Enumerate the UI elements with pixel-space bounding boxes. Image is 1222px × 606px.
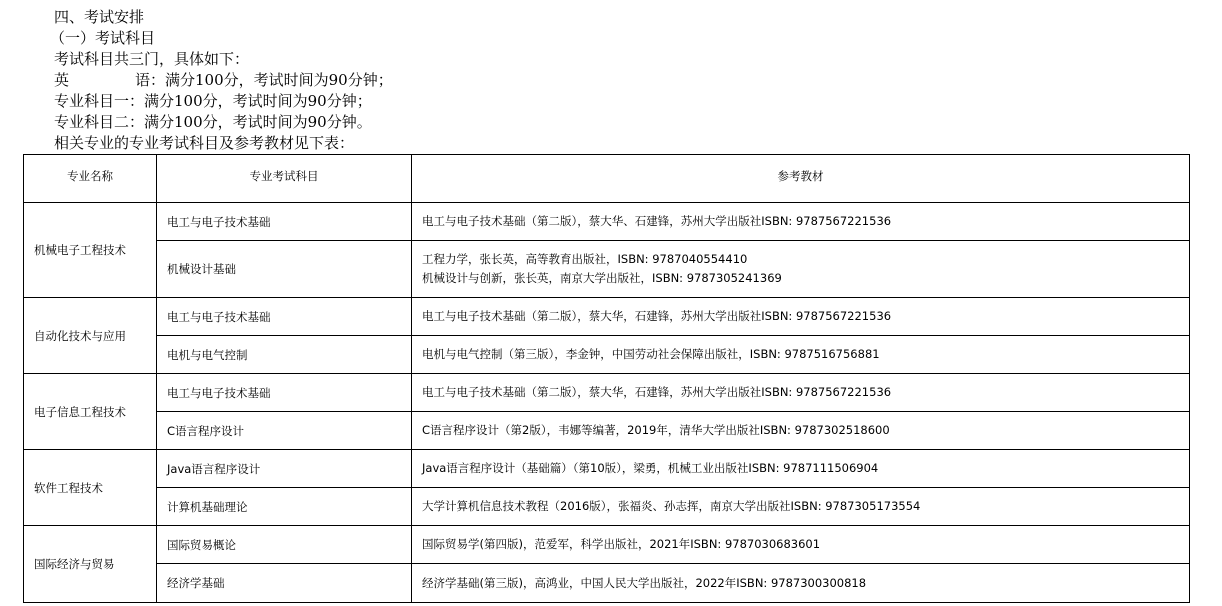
- table-row: [24, 298, 1190, 336]
- table-row: [24, 412, 1190, 450]
- section-title: 四、考试安排: [54, 8, 145, 26]
- english-label-char2: 语: [134, 71, 150, 89]
- header-textbook: 参考教材: [412, 155, 1190, 203]
- textbook-cell: [412, 374, 1190, 412]
- textbook-line: 大学计算机信息技术教程（2016版），张福炎、孙志挥，南京大学出版社ISBN: 9787305173554: [422, 499, 921, 513]
- english-label-char1: 英: [54, 71, 70, 89]
- header-subject: 专业考试科目: [157, 155, 412, 203]
- english-subject-text: ：满分100分，考试时间为90分钟；: [150, 71, 393, 89]
- major-name-cell: 自动化技术与应用: [24, 298, 157, 374]
- english-label: [54, 69, 150, 91]
- textbook-cell: [412, 450, 1190, 488]
- textbook-line: 电工与电子技术基础（第二版），蔡大华，石建锋，苏州大学出版社ISBN: 9787567221536: [422, 309, 892, 323]
- textbook-line: C语言程序设计（第2版），韦娜等编著，2019年，清华大学出版社ISBN: 9787302518600: [422, 423, 890, 437]
- textbook-line: 电工与电子技术基础（第二版），蔡大华、石建锋，苏州大学出版社ISBN: 9787567221536: [422, 214, 892, 228]
- english-subject-line: [54, 69, 393, 91]
- textbook-cell: [412, 298, 1190, 336]
- textbook-cell: [412, 412, 1190, 450]
- major-subject-1-line: 专业科目一：满分100分，考试时间为90分钟；: [54, 92, 372, 110]
- subject-cell: Java语言程序设计: [157, 450, 412, 488]
- major-name-cell: 国际经济与贸易: [24, 526, 157, 603]
- subject-cell: 经济学基础: [157, 564, 412, 603]
- table-row: [24, 336, 1190, 374]
- table-row: [24, 526, 1190, 564]
- exam-subjects-summary: 考试科目共三门，具体如下：: [54, 50, 250, 68]
- table-row: [24, 450, 1190, 488]
- major-subject-2-line: 专业科目二：满分100分，考试时间为90分钟。: [54, 113, 372, 131]
- textbook-line: 工程力学，张长英，高等教育出版社，ISBN: 9787040554410: [422, 252, 748, 266]
- header-major: 专业名称: [24, 155, 157, 203]
- subject-cell: 电工与电子技术基础: [157, 298, 412, 336]
- table-row: [24, 374, 1190, 412]
- textbook-line: 机械设计与创新，张长英，南京大学出版社，ISBN: 9787305241369: [422, 271, 782, 285]
- table-intro-line: 相关专业的专业考试科目及参考教材见下表：: [54, 134, 355, 152]
- table-row: [24, 488, 1190, 526]
- textbook-line: 国际贸易学(第四版)，范爱军，科学出版社，2021年ISBN: 9787030683601: [422, 537, 821, 551]
- table-row: [24, 241, 1190, 298]
- subject-cell: C语言程序设计: [157, 412, 412, 450]
- textbook-cell: [412, 488, 1190, 526]
- major-name-cell: 电子信息工程技术: [24, 374, 157, 450]
- major-name-cell: 机械电子工程技术: [24, 203, 157, 298]
- table-row: [24, 203, 1190, 241]
- exam-subjects-table: [23, 154, 1190, 603]
- major-name-cell: 软件工程技术: [24, 450, 157, 526]
- textbook-cell: [412, 564, 1190, 603]
- subject-cell: 电机与电气控制: [157, 336, 412, 374]
- textbook-line: Java语言程序设计（基础篇）（第10版），梁勇，机械工业出版社ISBN: 9787111506904: [422, 461, 879, 475]
- textbook-line: 电机与电气控制（第三版），李金钟，中国劳动社会保障出版社，ISBN: 9787516756881: [422, 347, 880, 361]
- textbook-line: 经济学基础(第三版)，高鸿业，中国人民大学出版社，2022年ISBN: 9787300300818: [422, 575, 867, 590]
- subject-cell: 电工与电子技术基础: [157, 374, 412, 412]
- textbook-cell: [412, 203, 1190, 241]
- subject-cell: 电工与电子技术基础: [157, 203, 412, 241]
- textbook-cell: [412, 336, 1190, 374]
- subject-cell: 机械设计基础: [157, 241, 412, 298]
- textbook-line: 电工与电子技术基础（第二版），蔡大华，石建锋，苏州大学出版社ISBN: 9787567221536: [422, 385, 892, 399]
- table-header-row: [24, 155, 1190, 203]
- subject-cell: 计算机基础理论: [157, 488, 412, 526]
- subsection-title: （一）考试科目: [50, 29, 156, 47]
- subject-cell: 国际贸易概论: [157, 526, 412, 564]
- textbook-cell: [412, 241, 1190, 298]
- table-row: [24, 564, 1190, 603]
- textbook-cell: [412, 526, 1190, 564]
